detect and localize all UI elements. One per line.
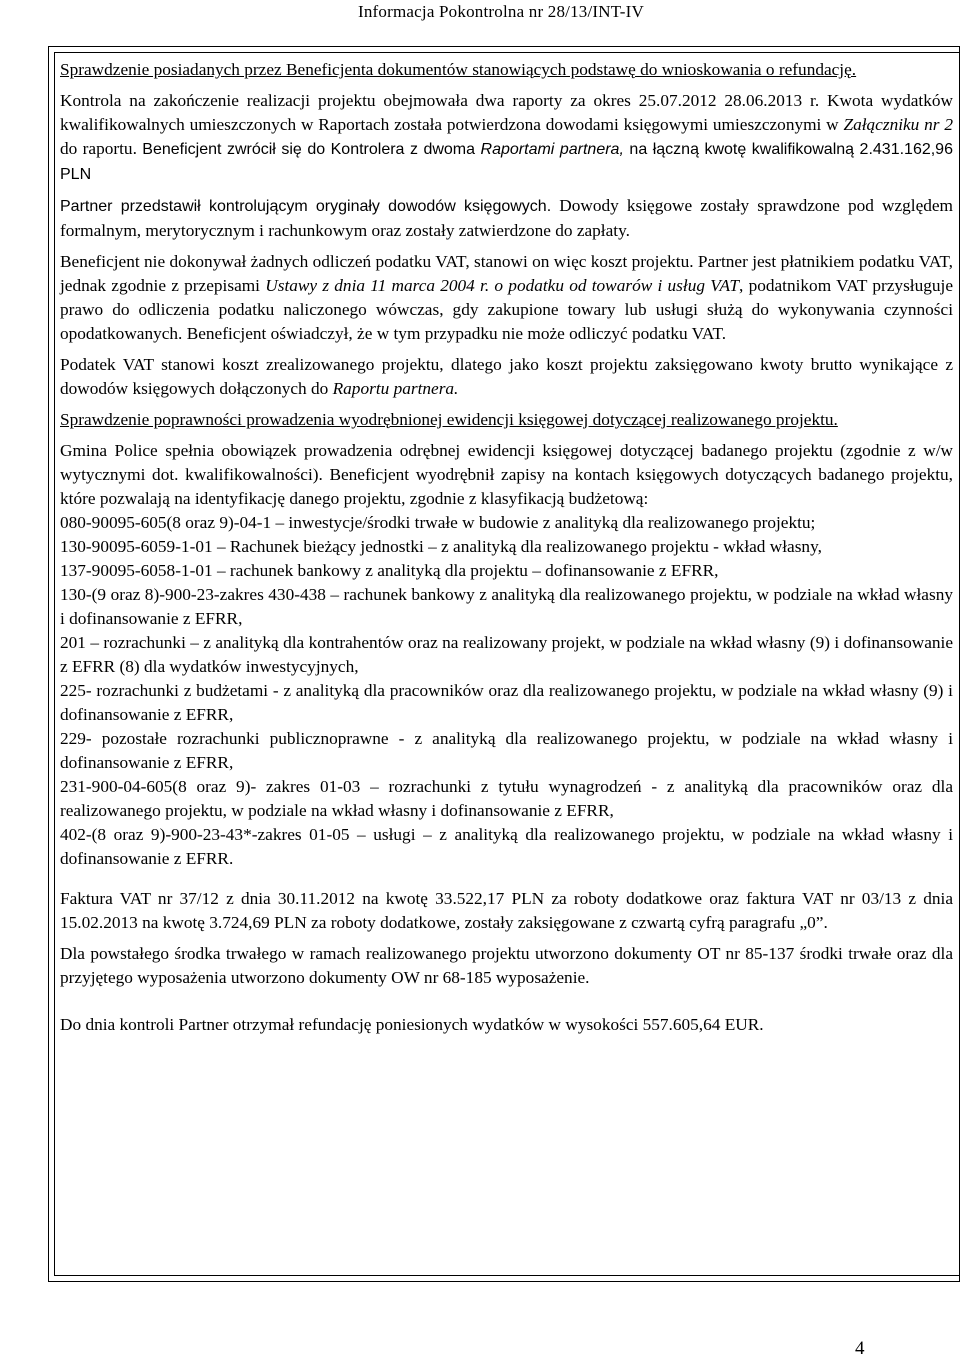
spacer xyxy=(60,997,953,1013)
paragraph-vat: Beneficjent nie dokonywał żadnych odliczeń podatku VAT, stanowi on więc koszt projektu. Partner jest płatnikiem podatku VAT, jednak zgodnie z przepisami Ustawy z dnia 11 marca 2004 r. o podatku od towarów i usług VAT, podatnikom VAT przysługuje prawo do odliczenia podatku naliczonego wówczas, gdy zakupione towary lub usługi służą do wykonywania czynności opodatkowanych. Beneficjent oświadczył, że w tym przypadku nie może odliczyć podatku VAT. xyxy=(60,252,953,343)
account-entry: 201 – rozrachunki – z analityką dla kontrahentów oraz na realizowany projekt, w podziale na wkład własny (9) i dofinansowanie z EFRR (8) dla wydatków inwestycyjnych, xyxy=(60,633,953,676)
page-header xyxy=(0,2,960,22)
account-entry: 231-900-04-605(8 oraz 9)- zakres 01-03 – rozrachunki z tytułu wynagrodzeń - z analityką dla pracowników oraz dla realizowanego projektu, w podziale na wkład własny i dofinansowanie z EFRR, xyxy=(60,777,953,820)
paragraph-reports: Kontrola na zakończenie realizacji projektu obejmowała dwa raporty za okres 25.07.2012 28.06.2013 r. Kwota wydatków kwalifikowalnych umieszczonych w Raportach została potwierdzona dowodami księgowymi umieszczonymi w Załączniku nr 2 do raportu. Beneficjent zwrócił się do Kontrolera z dwoma Raportami partnera, na łączną kwotę kwalifikowalną 2.431.162,96 PLN xyxy=(60,91,953,183)
document-body xyxy=(60,58,953,1044)
account-entry: 130-90095-6059-1-01 – Rachunek bieżący jednostki – z analityką dla realizowanego projektu - wkład własny, xyxy=(60,537,822,556)
account-entry: 225- rozrachunki z budżetami - z analityką dla pracowników oraz dla realizowanego projektu, w podziale na wkład własny (9) i dofinansowanie z EFRR, xyxy=(60,681,953,724)
account-entry: 080-90095-605(8 oraz 9)-04-1 – inwestycje/środki trwałe w budowie z analityką dla realizowanego projektu; xyxy=(60,513,816,532)
paragraph-partner-documents: Partner przedstawił kontrolującym oryginały dowodów księgowych. Dowody księgowe zostały sprawdzone pod względem formalnym, merytorycznym i rachunkowym oraz zostały zatwierdzone do zapłaty. xyxy=(60,196,953,240)
paragraph-accounting xyxy=(60,439,953,871)
account-entry: 229- pozostałe rozrachunki publicznoprawne - z analityką dla realizowanego projektu, w podziale na wkład własny i dofinansowanie z EFRR, xyxy=(60,729,953,772)
section-heading-refund: Sprawdzenie posiadanych przez Beneficjenta dokumentów stanowiących podstawę do wnioskowania o refundację. xyxy=(60,60,857,79)
account-entry: 130-(9 oraz 8)-900-23-zakres 430-438 – rachunek bankowy z analityką dla realizowanego projektu, w podziale na wkład własny i dofinansowanie z EFRR, xyxy=(60,585,953,628)
paragraph-fixed-assets: Dla powstałego środka trwałego w ramach realizowanego projektu utworzono dokumenty OT nr 85-137 środki trwałe oraz dla przyjętego wyposażenia utworzono dokumenty OW nr 68-185 wyposażenie. xyxy=(60,944,953,987)
page-number: 4 xyxy=(855,1338,865,1359)
accounting-intro: Gmina Police spełnia obowiązek prowadzenia odrębnej ewidencji księgowej dotyczącej badanego projektu (zgodnie z w/w wytycznymi dot. kwalifikowalności). Beneficjent wyodrębnił zapisy na kontach księgowych dotyczących badanego projektu, które pozwalają na identyfikację danego projektu, zgodnie z klasyfikacją budżetową: xyxy=(60,441,953,508)
document-title: Informacja Pokontrolna nr 28/13/INT-IV xyxy=(358,2,644,21)
account-entry: 402-(8 oraz 9)-900-23-43*-zakres 01-05 – usługi – z analityką dla realizowanego projektu, w podziale na wkład własny i dofinansowanie z EFRR. xyxy=(60,825,953,868)
section-heading-accounting: Sprawdzenie poprawności prowadzenia wyodrębnionej ewidencji księgowej dotyczącej realizowanego projektu. xyxy=(60,410,838,429)
paragraph-vat-cost: Podatek VAT stanowi koszt zrealizowanego projektu, dlatego jako koszt projektu zaksięgowano kwoty brutto wynikające z dowodów księgowych dołączonych do Raportu partnera. xyxy=(60,355,953,398)
paragraph-invoices: Faktura VAT nr 37/12 z dnia 30.11.2012 na kwotę 33.522,17 PLN za roboty dodatkowe oraz faktura VAT nr 03/13 z dnia 15.02.2013 na kwotę 3.724,69 PLN za roboty dodatkowe, zostały zaksięgowane z czwartą cyfrą paragrafu „0”. xyxy=(60,889,953,932)
paragraph-refund-total: Do dnia kontroli Partner otrzymał refundację poniesionych wydatków w wysokości 557.605,64 EUR. xyxy=(60,1015,764,1034)
spacer xyxy=(60,871,953,887)
account-entry: 137-90095-6058-1-01 – rachunek bankowy z analityką dla projektu – dofinansowanie z EFRR, xyxy=(60,561,719,580)
